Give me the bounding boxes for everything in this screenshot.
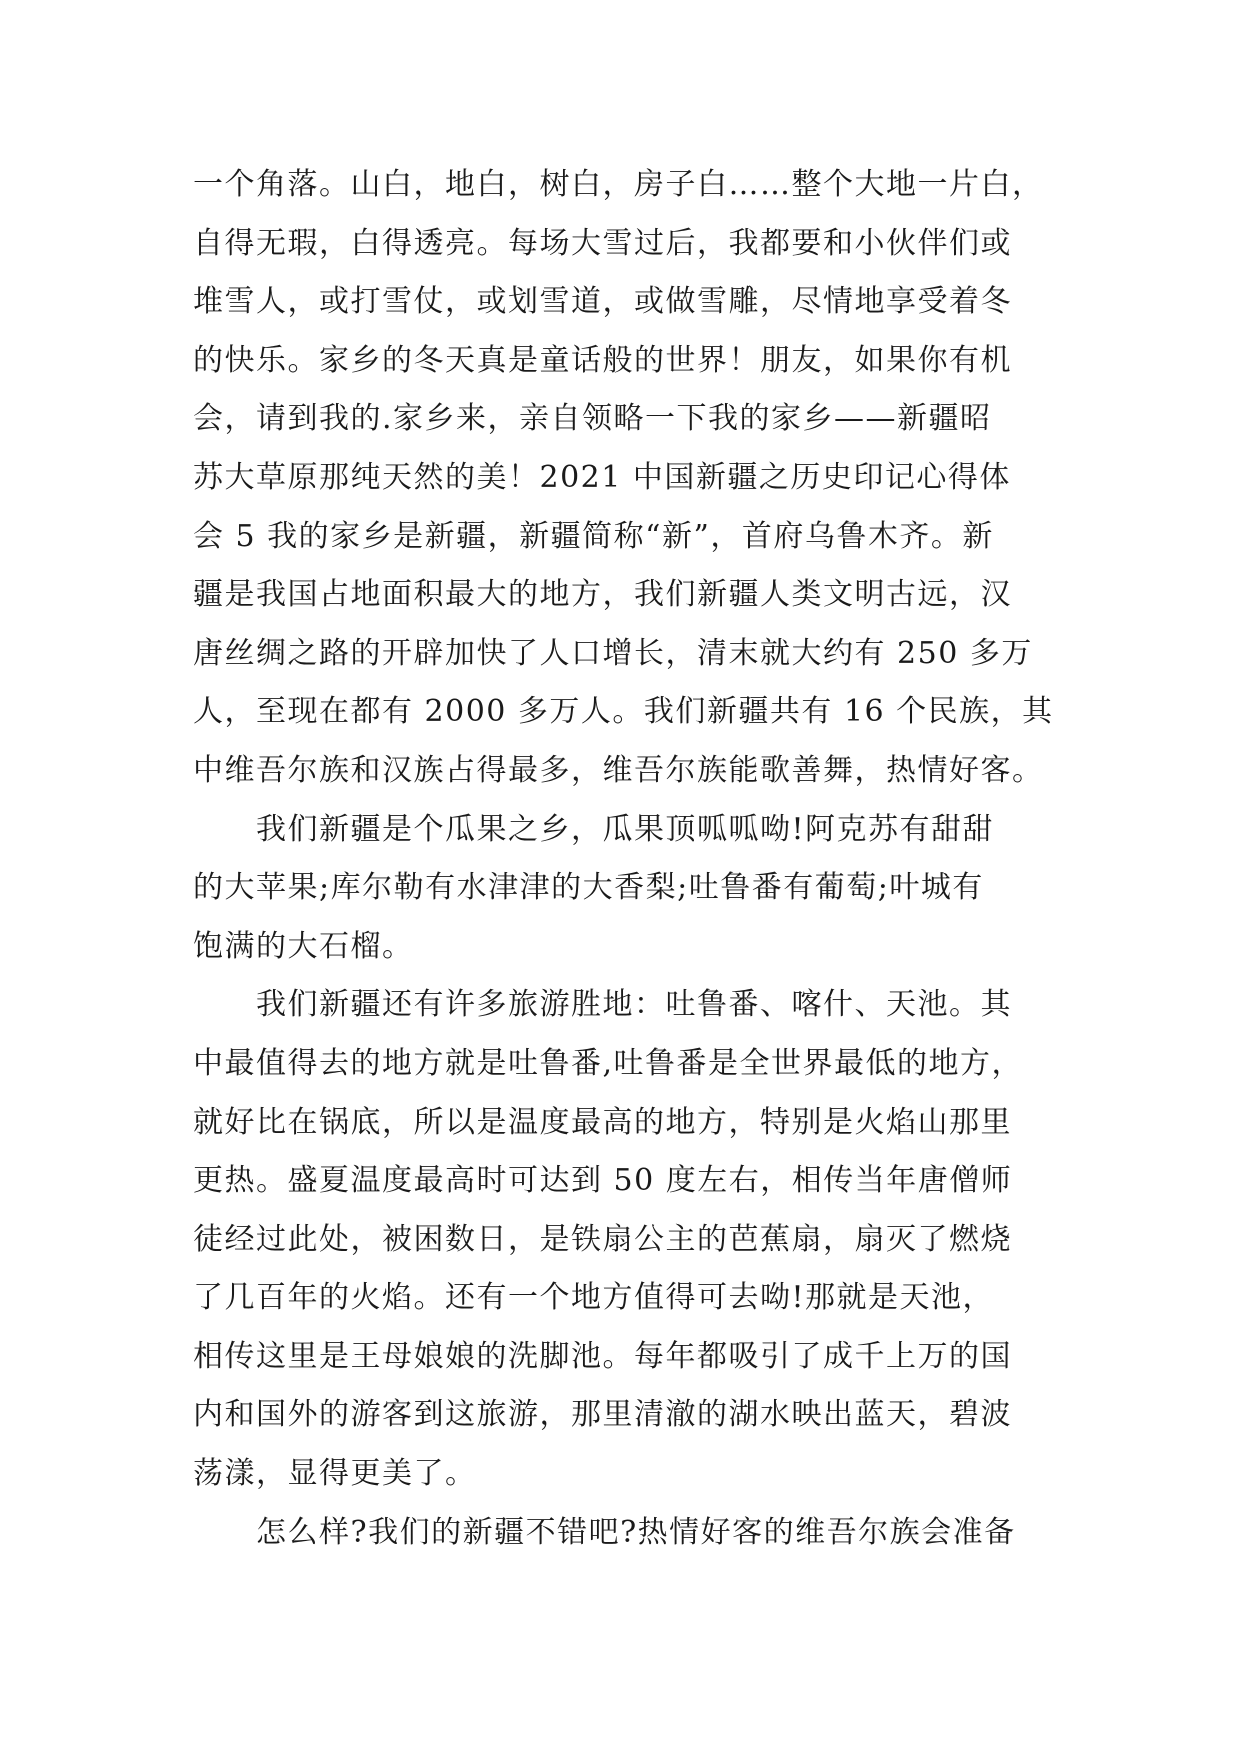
body-text bbox=[193, 156, 1053, 1562]
text-line: 的大苹果;库尔勒有水津津的大香梨;吐鲁番有葡萄;叶城有 bbox=[193, 870, 984, 906]
text-line: 会，请到我的.家乡来，亲自领略一下我的家乡——新疆昭 bbox=[193, 401, 992, 437]
text-line: 就好比在锅底，所以是温度最高的地方，特别是火焰山那里 bbox=[193, 1104, 1012, 1140]
text-line: 相传这里是王母娘娘的洗脚池。每年都吸引了成千上万的国 bbox=[193, 1338, 1012, 1374]
text-line: 内和国外的游客到这旅游，那里清澈的湖水映出蓝天，碧波 bbox=[193, 1397, 1012, 1433]
text-line: 的快乐。家乡的冬天真是童话般的世界！朋友，如果你有机 bbox=[193, 342, 1012, 378]
text-line: 更热。盛夏温度最高时可达到 50 度左右，相传当年唐僧师 bbox=[193, 1163, 1013, 1199]
text-line: 我们新疆还有许多旅游胜地：吐鲁番、喀什、天池。其 bbox=[193, 987, 1012, 1023]
text-line: 饱满的大石榴。 bbox=[193, 928, 414, 964]
text-line: 苏大草原那纯天然的美！2021 中国新疆之历史印记心得体 bbox=[193, 459, 1011, 495]
text-line: 人，至现在都有 2000 多万人。我们新疆共有 16 个民族，其 bbox=[193, 694, 1054, 730]
text-line: 荡漾，显得更美了。 bbox=[193, 1456, 477, 1492]
text-line: 疆是我国占地面积最大的地方，我们新疆人类文明古远，汉 bbox=[193, 577, 1012, 613]
text-line: 一个角落。山白，地白，树白，房子白……整个大地一片白， bbox=[193, 167, 1044, 202]
text-line: 唐丝绸之路的开辟加快了人口增长，清末就大约有 250 多万 bbox=[193, 635, 1033, 671]
text-line: 自得无瑕，白得透亮。每场大雪过后，我都要和小伙伴们或 bbox=[193, 225, 1012, 261]
text-line: 徒经过此处，被困数日，是铁扇公主的芭蕉扇，扇灭了燃烧 bbox=[193, 1221, 1012, 1257]
text-line: 了几百年的火焰。还有一个地方值得可去呦!那就是天池， bbox=[193, 1280, 995, 1316]
text-line: 堆雪人，或打雪仗，或划雪道，或做雪雕，尽情地享受着冬 bbox=[193, 284, 1012, 320]
text-line: 中最值得去的地方就是吐鲁番,吐鲁番是全世界最低的地方， bbox=[193, 1045, 1024, 1081]
text-line: 怎么样?我们的新疆不错吧?热情好客的维吾尔族会准备 bbox=[193, 1514, 1016, 1550]
text-line: 我们新疆是个瓜果之乡，瓜果顶呱呱呦!阿克苏有甜甜 bbox=[193, 811, 995, 847]
text-line: 中维吾尔族和汉族占得最多，维吾尔族能歌善舞，热情好客。 bbox=[193, 752, 1044, 788]
text-line: 会 5 我的家乡是新疆，新疆简称“新”，首府乌鲁木齐。新 bbox=[193, 518, 994, 554]
